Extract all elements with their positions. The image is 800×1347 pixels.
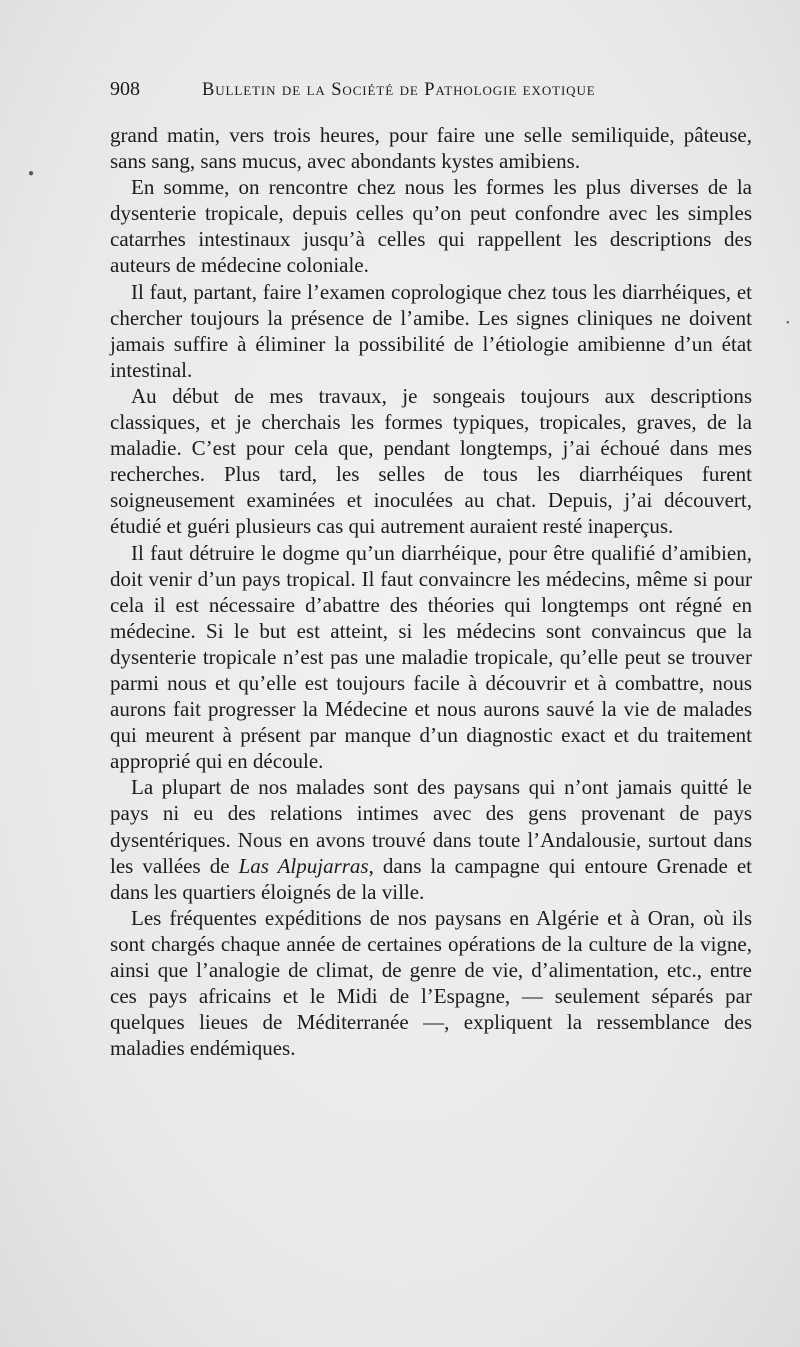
page-header: [110, 78, 690, 108]
margin-speck: •: [786, 318, 790, 329]
paragraph: [110, 774, 752, 904]
italic-place-name: Las Alpujarras: [238, 853, 369, 878]
paragraph-continuation: grand matin, vers trois heures, pour faire une selle semiliquide, pâteuse, sans sang, sans mucus, avec abondants kystes amibiens.: [110, 123, 752, 174]
paragraph: Les fréquentes expéditions de nos paysans en Algérie et à Oran, où ils sont chargés chaque année de certaines opérations de la culture de la vigne, ainsi que l’analogie de climat, de genre de vie, d’alimentation, etc., entre ces pays africains et le Midi de l’Espagne, — seulement séparés par quelques lieues de Méditerranée —, expliquent la ressemblance des maladies endémiques.: [110, 905, 752, 1061]
body-text: [110, 122, 752, 1061]
paragraph: Il faut, partant, faire l’examen coprologique chez tous les diarrhéiques, et chercher toujours la présence de l’amibe. Les signes cliniques ne doivent jamais suffire à éliminer la possibilité de l’étiologie amibienne d’un état intestinal.: [110, 279, 752, 382]
paragraph: En somme, on rencontre chez nous les formes les plus diverses de la dysenterie tropicale, depuis celles qu’on peut confondre avec les simples catarrhes intestinaux jusqu’à celles qui rappellent les descriptions des auteurs de médecine coloniale.: [110, 175, 752, 278]
paragraph: Au début de mes travaux, je songeais toujours aux descriptions classiques, et je cherchais les formes typiques, tropicales, graves, de la maladie. C’est pour cela que, pendant longtemps, j’ai échoué dans mes recherches. Plus tard, les selles de tous les diarrhéiques furent soigneusement examinées et inoculées au chat. Depuis, j’ai découvert, étudié et guéri plusieurs cas qui autrement auraient resté inaperçus.: [110, 383, 752, 539]
running-title: Bulletin de la Société de Pathologie exotique: [202, 80, 596, 100]
paragraph-text: , dans la campagne qui entoure Grenade et dans les quartiers éloignés de la ville.: [110, 853, 752, 904]
margin-speck: ●: [28, 168, 35, 179]
paragraph-text: La plupart de nos malades sont des paysans qui n’ont jamais quitté le pays ni eu des relations intimes avec des gens provenant de pays dysentériques. Nous en avons trouvé dans toute l’Andalousie, surtout dans les vallées de: [110, 775, 752, 878]
paragraph: Il faut détruire le dogme qu’un diarrhéique, pour être qualifié d’amibien, doit venir d’un pays tropical. Il faut convaincre les médecins, même si pour cela il est nécessaire d’abattre des théories qui longtemps ont régné en médecine. Si le but est atteint, si les médecins sont convaincus que la dysenterie tropicale n’est pas une maladie tropicale, qu’elle peut se trouver parmi nous et qu’elle est toujours facile à découvrir et à combattre, nous aurons fait progresser la Médecine et nous aurons sauvé la vie de malades qui meurent à présent par manque d’un diagnostic exact et du traitement approprié qui en découle.: [110, 540, 752, 774]
page-number: 908: [110, 78, 140, 100]
